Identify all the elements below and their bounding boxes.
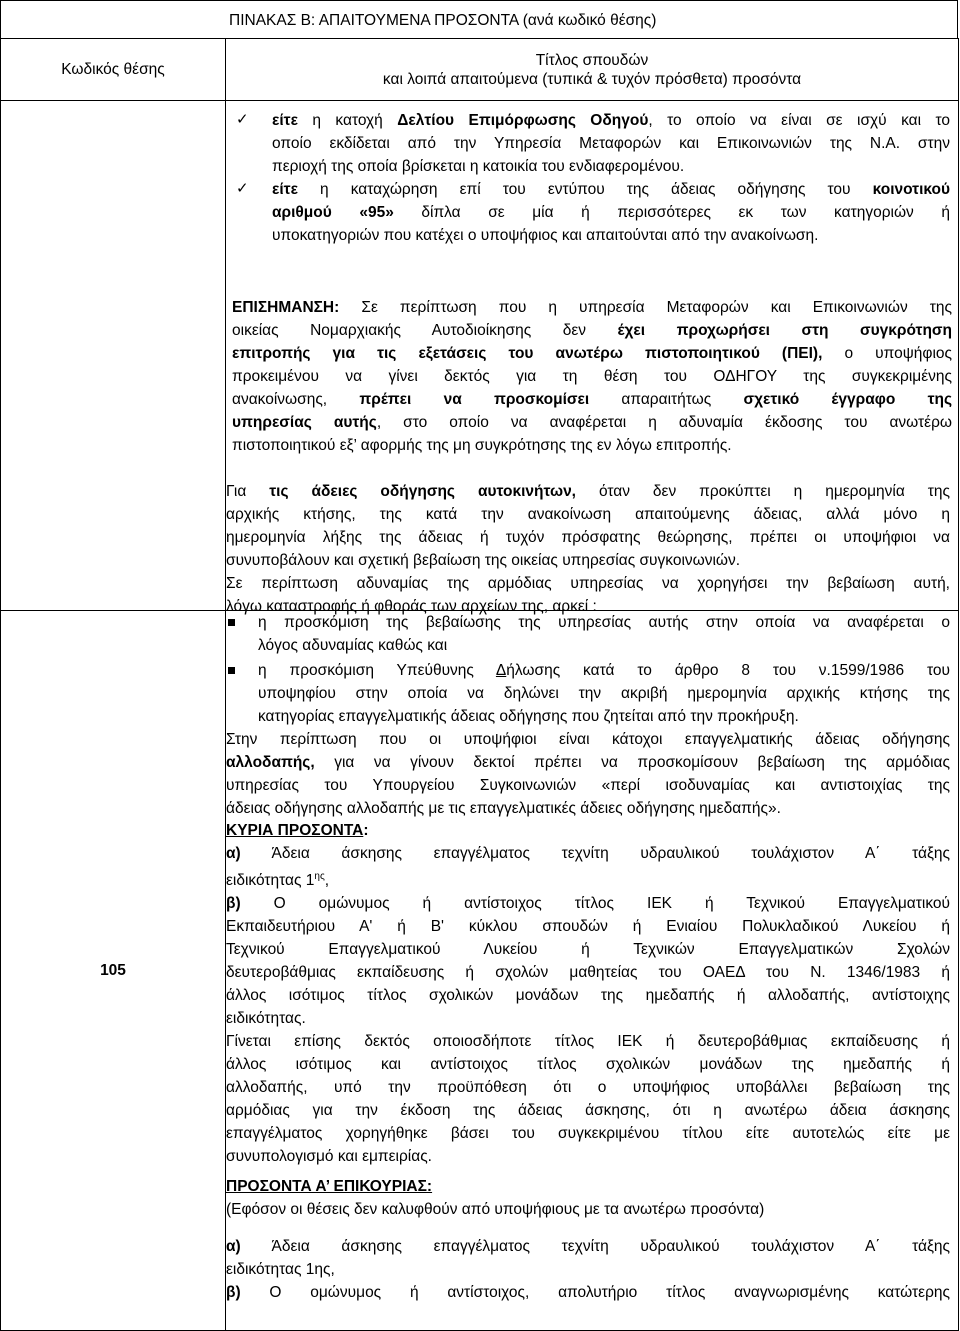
text-line: [226, 938, 950, 961]
text-run: β): [226, 895, 241, 913]
text-run: η προσκόμιση Υπεύθυνης: [258, 662, 496, 679]
text-run: ης: [314, 871, 325, 882]
text-line: [226, 1281, 950, 1304]
text-run: δίπλα σε μία ή περισσότερες εκ των κατηγοριών ή: [393, 204, 950, 221]
text-run: για να γίνουν δεκτοί πρέπει να προσκομίσουν βεβαίωση της αρμόδιας: [314, 754, 950, 771]
text-line: [226, 1258, 950, 1281]
text-line: [226, 1053, 950, 1076]
text-run: υποκατηγοριών που κατέχει ο υποψήφιος και απαιτούνται από την ανακοίνωση.: [272, 227, 819, 244]
text-line: [232, 319, 952, 342]
checkmark-icon: ✓: [236, 180, 249, 197]
text-run: ο υποψήφιος: [822, 345, 952, 362]
text-run: προκειμένου να γίνει δεκτός για τη θέση του ΟΔΗΓΟΥ της συγκεκριμένης: [232, 368, 952, 385]
text-line: [226, 842, 950, 865]
text-run: λόγω καταστροφής ή φθοράς των αρχείων της, αρκεί :: [226, 598, 597, 615]
text-line: [232, 411, 952, 434]
text-line: [226, 526, 950, 549]
text-run: υπηρεσίας αυτής: [232, 414, 377, 431]
text-run: συνυπολογισμό και εμπειρίας.: [226, 1148, 432, 1166]
text-run: λόγος αδυναμίας καθώς και: [258, 637, 448, 654]
text-run: επιτροπής για τις εξετάσεις του ανωτέρω πιστοποιητικού (ΠΕΙ),: [232, 345, 823, 362]
text-line: [272, 201, 950, 224]
text-line: [272, 224, 950, 247]
text-line: [226, 915, 950, 938]
text-run: Για: [226, 483, 270, 500]
text-line: [226, 503, 950, 526]
position-code: 105: [100, 961, 126, 979]
qualifications-cell: [226, 611, 959, 1331]
text-run: σχετικό έγγραφο της: [743, 391, 953, 408]
text-run: Γίνεται επίσης δεκτός οποιοσδήποτε τίτλος ΙΕΚ ή δευτεροβάθμιας εκπαίδευσης ή: [226, 1033, 950, 1051]
text-run: απαραιτήτως: [589, 391, 744, 408]
heading-colon: :: [363, 822, 369, 839]
header-code-label: Κωδικός θέσης: [61, 60, 165, 78]
text-line: [226, 865, 950, 892]
text-run: όταν δεν προκύπτει η ημερομηνία της: [576, 483, 950, 500]
text-run: ήλωσης κατά το άρθρο 8 του ν.1599/1986 του: [506, 662, 951, 679]
bullet-item: [258, 611, 950, 657]
position-row: [1, 611, 959, 1331]
text-run: ειδικότητας.: [226, 1010, 306, 1028]
text-run: η καταχώρηση επί του εντύπου της άδειας οδήγησης του: [297, 181, 873, 198]
text-line: [226, 961, 950, 984]
text-line: [226, 892, 950, 915]
text-line: [258, 659, 950, 682]
text-line: [226, 1122, 950, 1145]
text-run: άλλος ισότιμος και αντίστοιχος τίτλος σχολικών μονάδων της ημεδαπής ή: [226, 1056, 950, 1074]
text-run: πιστοποιητικού εξ’ αφορμής της μη συγκρότησης της εν λόγω επιτροπής.: [232, 437, 732, 454]
text-run: ανακοίνωσης,: [232, 391, 360, 408]
text-line: [232, 365, 952, 388]
text-line: [226, 751, 950, 774]
text-run: υποψηφίου στην οποία να δηλώνει την ακριβή ημερομηνία αρχικής κτήσης της: [258, 685, 950, 702]
header-title-line1: Τίτλος σπουδών: [535, 51, 649, 69]
text-line: [226, 1145, 950, 1168]
text-line: [232, 296, 952, 319]
text-run: ΕΠΙΣΗΜΑΝΣΗ:: [232, 299, 340, 316]
text-run: έχει προχωρήσει στη συγκρότηση: [617, 322, 952, 339]
text-run: η προσκόμιση της βεβαίωσης της υπηρεσίας αυτής στην οποία να αναφέρεται ο: [258, 614, 950, 631]
lower-content: [226, 611, 958, 1330]
text-run: Άδεια άσκησης επαγγέλματος τεχνίτη υδραυλικού τουλάχιστον Α΄ τάξης: [240, 1238, 950, 1255]
text-line: [226, 984, 950, 1007]
upper-content: [226, 101, 958, 615]
text-run: άδειας οδήγησης αλλοδαπής με τις επαγγελματικές άδειες οδήγησης ημεδαπής».: [226, 800, 781, 817]
text-run: α): [226, 845, 241, 862]
checks-row: [1, 101, 959, 611]
text-run: , στο οποίο να αναφέρεται η αδυναμία έκδοσης του ανωτέρω: [376, 414, 952, 431]
text-line: [258, 705, 950, 728]
text-run: α): [226, 1238, 241, 1255]
main-qualifications-list: [226, 842, 950, 1168]
text-line: [272, 109, 950, 132]
text-run: ειδικότητας 1ης,: [226, 1261, 335, 1278]
checks-cell: [226, 101, 959, 615]
text-run: ,: [324, 872, 330, 890]
text-line: [226, 728, 950, 751]
text-line: [226, 774, 950, 797]
licenses-paragraph: [226, 480, 950, 618]
table-header-row: [1, 39, 959, 101]
text-line: [232, 388, 952, 411]
bullet-item: [258, 659, 950, 728]
text-run: είτε: [272, 181, 298, 198]
text-run: οποίο εκδίδεται από την Υπηρεσία Μεταφορών και Επικοινωνιών της Ν.Α. στην: [272, 135, 950, 152]
text-run: υπηρεσίας του Υπουργείου Συγκοινωνιών «περί ισοδυναμίας και αντιστοιχίας της: [226, 777, 950, 794]
text-line: [226, 549, 950, 572]
text-line: [226, 797, 950, 820]
text-run: Σε περίπτωση αδυναμίας της αρμόδιας υπηρεσίας να χορηγήσει την βεβαίωση αυτή,: [226, 575, 950, 592]
text-line: [226, 1007, 950, 1030]
position-code-cell: [1, 611, 226, 1331]
empty-code-cell-upper: [1, 101, 226, 611]
text-run: αρχικής κτήσης, της κατά την ανακοίνωση απαιτούμενης άδειας, αλλά μόνο η: [226, 506, 950, 523]
text-run: Δελτίου Επιμόρφωσης Οδηγού: [397, 112, 649, 129]
text-run: τις άδειες οδήγησης αυτοκινήτων,: [269, 483, 576, 500]
text-line: [226, 1076, 950, 1099]
table-title-row: [0, 0, 958, 38]
text-run: Ο ομώνυμος ή αντίστοιχος, απολυτήριο τίτλος αναγνωρισμένης κατώτερης: [240, 1284, 950, 1301]
auxiliary-qualifications-note: (Εφόσον οι θέσεις δεν καλυφθούν από υποψήφιους με τα ανωτέρω προσόντα): [226, 1201, 765, 1218]
text-run: β): [226, 1284, 241, 1301]
check-item: [272, 109, 950, 178]
text-line: [272, 155, 950, 178]
table-title: ΠΙΝΑΚΑΣ Β: ΑΠΑΙΤΟΥΜΕΝΑ ΠΡΟΣΟΝΤΑ (ανά κωδικό θέσης): [229, 12, 657, 29]
text-run: είτε: [272, 112, 298, 129]
text-line: [226, 572, 950, 595]
text-run: Τεχνικού Επαγγελματικού Λυκείου ή Τεχνικών Επαγγελματικών Σχολών: [226, 941, 950, 959]
text-run: επαγγέλματος χορηγήθηκε βάσει του συγκεκριμένου τίτλου είτε αυτοτελώς είτε με: [226, 1125, 950, 1143]
text-run: άλλος ισότιμος τίτλος σχολικών μονάδων της ημεδαπής ή αλλοδαπής, αντίστοιχης: [226, 987, 950, 1005]
text-line: [232, 342, 952, 365]
text-run: συνυποβάλουν και σχετική βεβαίωση της οικείας υπηρεσίας συγκοινωνιών.: [226, 552, 741, 569]
header-title-line2: και λοιπά απαιτούμενα (τυπικά & τυχόν πρόσθετα) προσόντα: [382, 70, 802, 88]
text-run: δευτεροβάθμιας εκπαίδευσης ή σχολών μαθητείας του ΟΑΕΔ του Ν. 1346/1983 ή: [226, 964, 950, 982]
auxiliary-qualifications-heading: ΠΡΟΣΟΝΤΑ Α’ ΕΠΙΚΟΥΡΙΑΣ:: [226, 1178, 433, 1195]
text-run: Ο ομώνυμος ή αντίστοιχος τίτλος ΙΕΚ ή Τεχνικού Επαγγελματικού: [240, 895, 950, 913]
text-line: [226, 1235, 950, 1258]
auxiliary-qualifications-list: [226, 1235, 950, 1304]
text-line: [232, 434, 952, 457]
text-run: αριθμού «95»: [272, 204, 394, 221]
text-run: ημερομηνία λήξης της άδειας ή τυχόν πρόσφατης θεώρησης, πρέπει οι υποψήφιοι να: [226, 529, 950, 546]
text-run: , το οποίο να είναι σε ισχύ και το: [648, 112, 950, 129]
text-run: οικείας Νομαρχιακής Αυτοδιοίκησης δεν: [232, 322, 618, 339]
text-run: Δ: [495, 662, 507, 679]
bullet-icon: [228, 619, 235, 626]
text-run: πρέπει να προσκομίσει: [359, 391, 590, 408]
text-line: [258, 634, 950, 657]
heading-text: ΚΥΡΙΑ ΠΡΟΣΟΝΤΑ: [226, 822, 364, 839]
text-run: αλλοδαπής, υπό την προϋπόθεση ότι ο υποψήφιος υποβάλλει βεβαίωση της: [226, 1079, 950, 1097]
checkmark-icon: ✓: [236, 111, 249, 128]
notice-paragraph: [232, 296, 952, 457]
text-run: αλλοδαπής,: [226, 754, 315, 771]
qualifications-table: [0, 38, 959, 1331]
text-run: ειδικότητας 1: [226, 872, 315, 890]
check-item: [272, 178, 950, 247]
text-line: [226, 1099, 950, 1122]
text-line: [226, 1030, 950, 1053]
text-run: Εκπαιδευτήριου Α' ή Β' κύκλου σπουδών ή Ενιαίου Πολυκλαδικού Λυκείου ή: [226, 918, 950, 936]
text-run: Άδεια άσκησης επαγγέλματος τεχνίτη υδραυλικού τουλάχιστον Α΄ τάξης: [240, 845, 950, 862]
text-line: [272, 178, 950, 201]
text-line: [272, 132, 950, 155]
header-title-cell: [226, 39, 959, 101]
bullet-icon: [228, 667, 235, 674]
text-line: [226, 480, 950, 503]
text-line: [258, 682, 950, 705]
main-qualifications-heading: [226, 819, 369, 842]
text-run: κατηγορίας επαγγελματικής άδειας οδήγησης που ζητείται από την προκήρυξη.: [258, 708, 799, 725]
header-code-cell: [1, 39, 226, 101]
text-run: κοινοτικού: [872, 181, 950, 198]
text-run: η κατοχή: [297, 112, 398, 129]
text-run: περιοχή της οποία βρίσκεται η κατοικία του ενδιαφερομένου.: [272, 158, 685, 175]
text-run: Σε περίπτωση που η υπηρεσία Μεταφορών και Επικοινωνιών της: [339, 299, 952, 316]
text-run: Στην περίπτωση που οι υποψήφιοι είναι κάτοχοι επαγγελματικής άδειας οδήγησης: [226, 731, 950, 748]
text-line: [258, 611, 950, 634]
foreign-license-paragraph: [226, 728, 950, 820]
text-run: αρμόδιας για την έκδοση της άδειας άσκησης, ότι η ανωτέρω άδεια άσκησης: [226, 1102, 950, 1120]
